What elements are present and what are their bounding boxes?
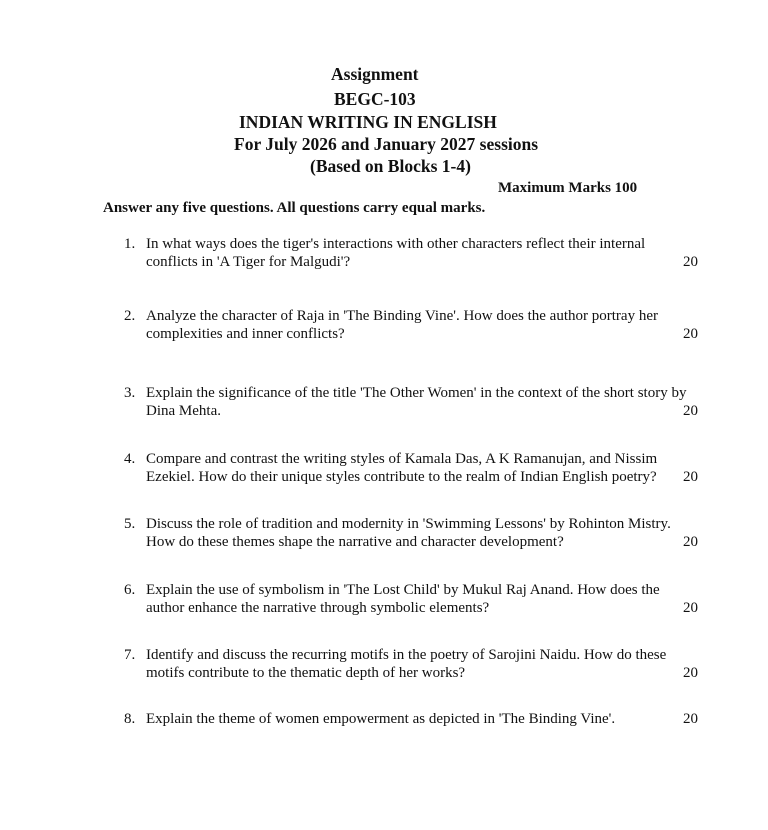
question-text: Identify and discuss the recurring motifs in the poetry of Sarojini Naidu. How do these: [146, 647, 667, 663]
question-text-end: Dina Mehta.: [146, 403, 221, 419]
question-marks: 20: [683, 665, 698, 681]
question-text-end: Explain the theme of women empowerment as depicted in 'The Binding Vine'.: [146, 711, 616, 727]
question-item: [124, 235, 704, 271]
question-number: 6.: [124, 582, 136, 598]
question-text: Explain the significance of the title 'The Other Women' in the context of the short story by: [146, 385, 687, 401]
question-number: 3.: [124, 385, 136, 401]
question-text-end: conflicts in 'A Tiger for Malgudi'?: [146, 254, 351, 270]
question-number: 5.: [124, 516, 136, 532]
sessions-line: For July 2026 and January 2027 sessions: [234, 134, 539, 154]
question-item: [124, 646, 704, 682]
question-text: Compare and contrast the writing styles of Kamala Das, A K Ramanujan, and Nissim: [146, 451, 658, 467]
question-text: Explain the use of symbolism in 'The Lost Child' by Mukul Raj Anand. How does the: [146, 582, 660, 598]
question-number: 8.: [124, 711, 136, 727]
question-number: 2.: [124, 308, 136, 324]
question-text-end: How do these themes shape the narrative and character development?: [146, 534, 564, 550]
question-text-end: author enhance the narrative through symbolic elements?: [146, 600, 490, 616]
course-title: INDIAN WRITING IN ENGLISH: [239, 112, 497, 132]
question-text: Analyze the character of Raja in 'The Binding Vine'. How does the author portray her: [146, 308, 658, 324]
course-code: BEGC-103: [334, 89, 416, 109]
question-text: In what ways does the tiger's interactions with other characters reflect their internal: [146, 236, 646, 252]
question-marks: 20: [683, 534, 698, 550]
question-marks: 20: [683, 711, 698, 727]
question-marks: 20: [683, 326, 698, 342]
question-text-end: motifs contribute to the thematic depth of her works?: [146, 665, 466, 681]
question-item: [124, 581, 704, 617]
question-number: 7.: [124, 647, 136, 663]
maximum-marks: Maximum Marks 100: [498, 180, 638, 196]
question-text: Discuss the role of tradition and modernity in 'Swimming Lessons' by Rohinton Mistry.: [146, 516, 671, 532]
blocks-line: (Based on Blocks 1-4): [310, 156, 471, 176]
question-item: [124, 384, 704, 420]
assignment-heading: Assignment: [331, 64, 419, 84]
question-item: [124, 307, 704, 343]
question-item: [124, 450, 704, 486]
question-text-end: Ezekiel. How do their unique styles contribute to the realm of Indian English poetry?: [146, 469, 657, 485]
instructions: Answer any five questions. All questions carry equal marks.: [103, 200, 486, 216]
question-number: 4.: [124, 451, 136, 467]
question-marks: 20: [683, 254, 698, 270]
question-number: 1.: [124, 236, 136, 252]
question-marks: 20: [683, 600, 698, 616]
question-text-end: complexities and inner conflicts?: [146, 326, 345, 342]
question-marks: 20: [683, 469, 698, 485]
question-item: [124, 710, 704, 728]
question-marks: 20: [683, 403, 698, 419]
question-item: [124, 515, 704, 551]
